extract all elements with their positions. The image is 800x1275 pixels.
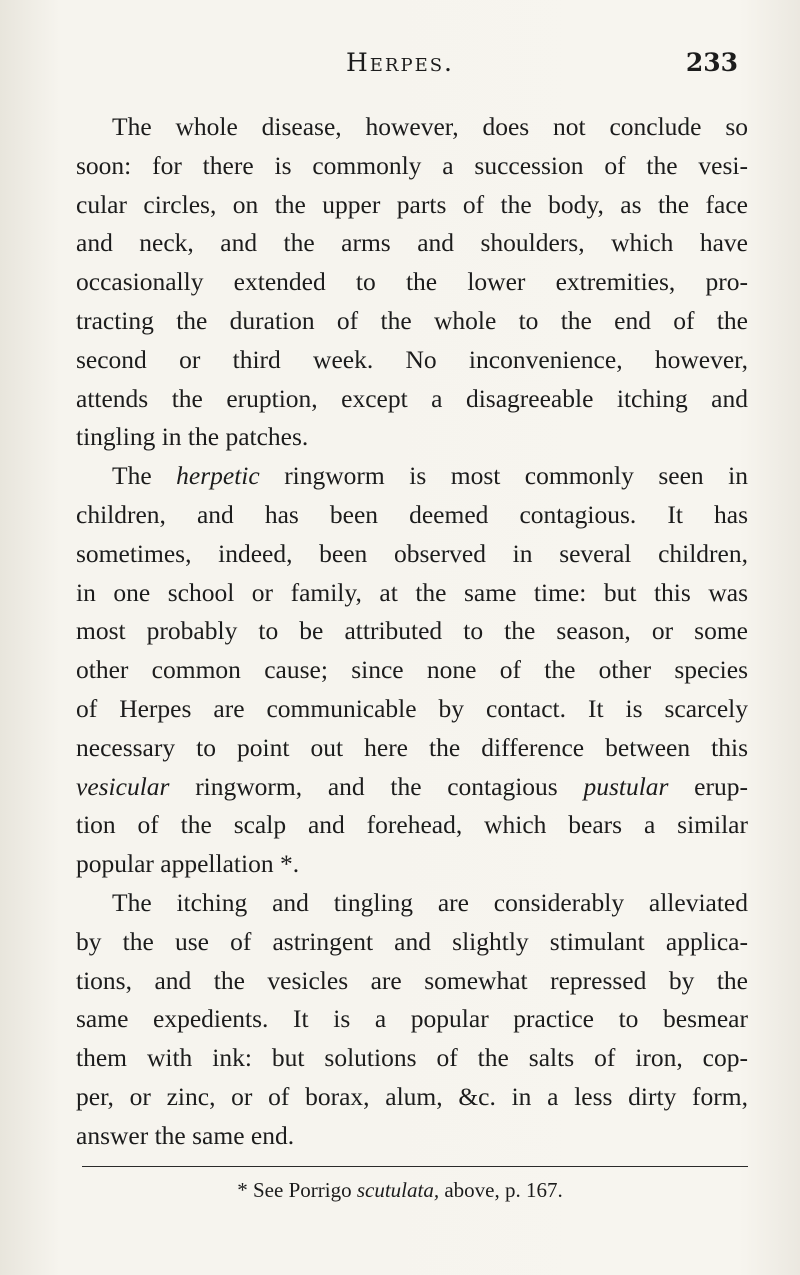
- text-line: [76, 186, 748, 225]
- text-line: [76, 806, 748, 845]
- text-run: same expedients. It is a popular practice to besmear: [76, 1004, 748, 1034]
- text-line: [76, 147, 748, 186]
- text-run: other common cause; since none of the other species: [76, 655, 748, 685]
- text-run: The: [112, 461, 177, 491]
- text-line: [76, 729, 748, 768]
- text-line: [76, 496, 748, 535]
- text-run: per, or zinc, or of borax, alum, &c. in a less dirty form,: [76, 1081, 748, 1111]
- footnote-text-before: See Porrigo: [253, 1178, 357, 1202]
- text-line: [76, 962, 748, 1001]
- text-run: ringworm, and the contagious: [169, 771, 584, 801]
- text-run: answer the same end.: [76, 1120, 295, 1150]
- running-head: Herpes.: [345, 48, 455, 77]
- text-line: [76, 224, 748, 263]
- text-run: attends the eruption, except a disagreeable itching and: [76, 383, 748, 413]
- paragraph-2: [76, 457, 748, 884]
- text-line: [76, 302, 748, 341]
- text-line: [76, 574, 748, 613]
- text-run: cular circles, on the upper parts of the body, as the face: [76, 189, 748, 219]
- text-run: occasionally extended to the lower extremities, pro-: [76, 267, 748, 297]
- text-run: ringworm is most commonly seen in: [259, 461, 748, 491]
- text-line: [76, 1000, 748, 1039]
- text-run: The itching and tingling are considerably alleviated: [112, 887, 748, 917]
- page-number: 233: [685, 48, 738, 77]
- text-run: children, and has been deemed contagious. It has: [76, 499, 748, 529]
- text-run: tingling in the patches.: [76, 422, 309, 452]
- text-run: and neck, and the arms and shoulders, which have: [76, 228, 748, 258]
- text-line: [76, 108, 748, 147]
- footnote-marker: *: [237, 1178, 253, 1202]
- text-line: [76, 1039, 748, 1078]
- text-run: second or third week. No inconvenience, however,: [76, 344, 748, 374]
- text-line: [76, 263, 748, 302]
- text-line: [76, 535, 748, 574]
- text-line: [76, 380, 748, 419]
- text-line: [76, 457, 748, 496]
- text-run: soon: for there is commonly a succession of the vesi-: [76, 150, 748, 180]
- text-run: tions, and the vesicles are somewhat repressed by the: [76, 965, 748, 995]
- text-run: in one school or family, at the same time: but this was: [76, 577, 748, 607]
- text-line: [76, 690, 748, 729]
- body-text: [76, 108, 748, 1156]
- text-run: necessary to point out here the difference between this: [76, 732, 748, 762]
- text-line: [76, 341, 748, 380]
- text-line: [76, 923, 748, 962]
- footnote-text-after: above, p. 167.: [439, 1178, 563, 1202]
- text-line: [76, 768, 748, 807]
- italic-run: vesicular: [76, 771, 170, 801]
- text-line: [76, 651, 748, 690]
- text-line: [76, 1078, 748, 1117]
- text-run: by the use of astringent and slightly stimulant applica-: [76, 926, 748, 956]
- text-line: [76, 845, 748, 884]
- text-line: [76, 612, 748, 651]
- text-run: tracting the duration of the whole to the end of the: [76, 305, 748, 335]
- italic-run: herpetic: [176, 461, 260, 491]
- text-run: erup-: [668, 771, 748, 801]
- paragraph-3: [76, 884, 748, 1156]
- text-run: of Herpes are communicable by contact. It is scarcely: [76, 693, 748, 723]
- footnote-rule: [82, 1166, 748, 1167]
- text-run: The whole disease, however, does not conclude so: [112, 112, 748, 141]
- text-run: sometimes, indeed, been observed in several children,: [76, 538, 748, 568]
- text-run: tion of the scalp and forehead, which bears a similar: [76, 810, 748, 840]
- text-line: [76, 884, 748, 923]
- text-run: most probably to be attributed to the season, or some: [76, 616, 748, 646]
- text-run: popular appellation *.: [76, 849, 300, 879]
- page-header: [0, 48, 800, 88]
- italic-run: pustular: [583, 771, 669, 801]
- footnote-italic: scutulata,: [356, 1178, 440, 1202]
- paragraph-1: [76, 108, 748, 457]
- text-line: [76, 1117, 748, 1156]
- text-run: them with ink: but solutions of the salts of iron, cop-: [76, 1043, 748, 1073]
- text-line: [76, 418, 748, 457]
- footnote: [0, 1178, 800, 1203]
